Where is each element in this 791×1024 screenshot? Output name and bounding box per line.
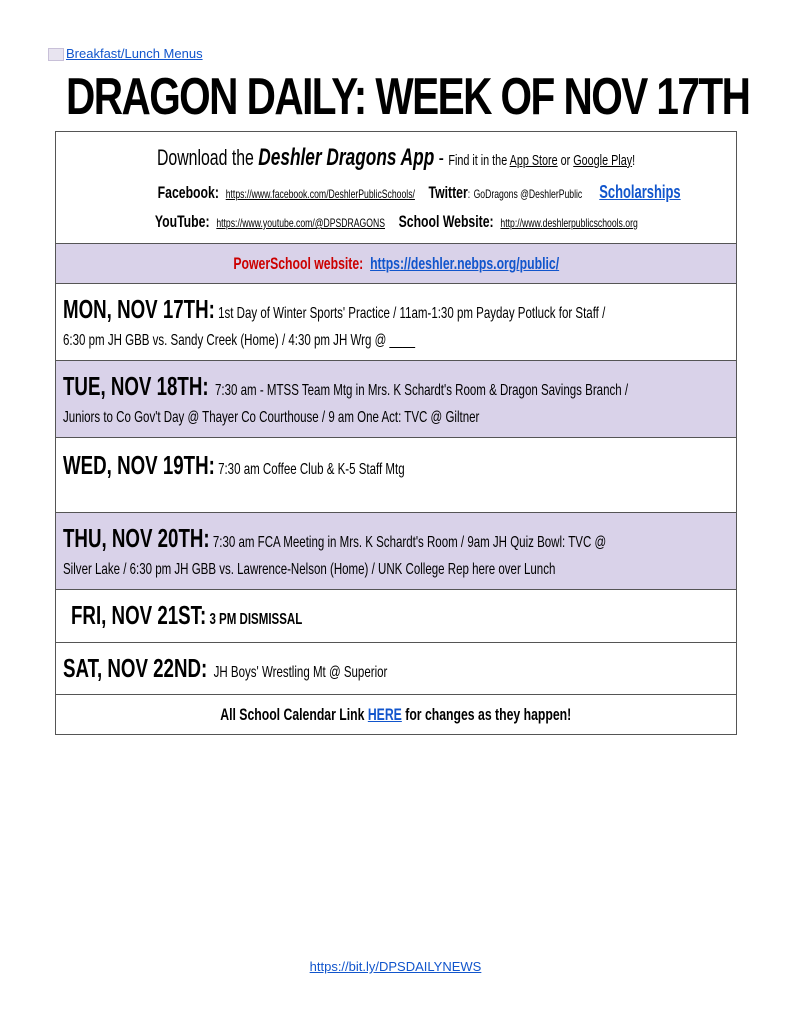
calendar-cell [56,695,737,735]
footer-link[interactable]: https://bit.ly/DPSDAILYNEWS [309,959,482,974]
youtube-label: YouTube [154,212,206,231]
day-events-line2: 6:30 pm JH GBB vs. Sandy Creek (Home) / 4:30 pm JH Wrg @ ____ [63,332,416,349]
day-events-line1: 3 PM DISMISSAL [209,611,303,628]
or-text: or [557,152,574,169]
day-events-line1: 1st Day of Winter Sports' Practice / 11am-1:30 pm Payday Potluck for Staff / [218,305,606,322]
day-events-line1: 7:30 am Coffee Club & K-5 Staff Mtg [218,461,405,478]
calendar-prefix: All School Calendar Link [220,704,369,724]
day-events-line1: JH Boys' Wrestling Mt @ Superior [213,664,388,681]
powerschool-label: PowerSchool website: [233,253,364,273]
day-events-line1: 7:30 am FCA Meeting in Mrs. K Schardt's Room / 9am JH Quiz Bowl: TVC @ [212,534,607,551]
day-name: TUE, NOV 18TH: [63,371,209,401]
day-name: SAT, NOV 22ND: [63,653,208,683]
day-name: WED, NOV 19TH: [63,450,215,480]
page-title: DRAGON DAILY: WEEK OF NOV 17TH [66,68,750,126]
day-row-wednesday [56,438,737,513]
day-events-line2: Juniors to Co Gov't Day @ Thayer Co Courthouse / 9 am One Act: TVC @ Giltner [63,409,480,426]
calendar-suffix: for changes as they happen! [402,704,572,724]
twitter-handle: GoDragons @DeshlerPublic [473,187,583,201]
day-name: THU, NOV 20TH: [63,523,210,553]
app-line [56,144,736,172]
twitter-label: Twitter [428,183,468,202]
social-line: Facebook: https://www.facebook.com/DeshlerPublicSchools/ Twitter: GoDragons @DeshlerPublic Scholarships [157,182,681,202]
facebook-label: Facebook [157,183,215,202]
day-row-saturday [56,643,737,695]
day-name: MON, NOV 17TH: [63,294,215,324]
day-row-tuesday [56,361,737,438]
bang-text: ! [632,152,636,169]
facebook-link[interactable]: https://www.facebook.com/DeshlerPublicSchools/ [225,187,415,201]
youtube-link[interactable]: https://www.youtube.com/@DPSDRAGONS [215,216,385,230]
breakfast-lunch-link-wrap [48,46,203,61]
dash-text: - [434,145,449,170]
footer [0,959,791,974]
google-play-link[interactable]: Google Play [573,152,633,169]
scholarships-link[interactable]: Scholarships [599,182,681,202]
news-table [55,131,737,735]
app-store-link[interactable]: App Store [509,152,558,169]
school-website-link[interactable]: http://www.deshlerpublicschools.org [500,216,638,230]
day-row-monday [56,284,737,361]
day-row-thursday [56,513,737,590]
broken-image-icon [48,48,64,61]
breakfast-lunch-menus-link[interactable]: Breakfast/Lunch Menus [66,46,203,61]
day-name: FRI, NOV 21ST: [71,600,207,630]
youtube-website-line: YouTube: https://www.youtube.com/@DPSDRAGONS School Website: http://www.deshlerpublicschools.org [154,212,638,231]
calendar-here-link[interactable]: HERE [368,704,403,724]
website-label: School Website [398,212,490,231]
day-events-line2: Silver Lake / 6:30 pm JH GBB vs. Lawrence-Nelson (Home) / UNK College Rep here over Lunch [63,561,556,578]
download-text: Download the [156,145,259,170]
powerschool-cell [56,244,737,284]
day-row-friday [56,590,737,643]
header-cell [56,132,737,244]
app-name: Deshler Dragons App [258,144,435,171]
find-text: Find it in the [448,152,510,169]
day-events-line1: 7:30 am - MTSS Team Mtg in Mrs. K Schardt's Room & Dragon Savings Branch / [215,382,629,399]
powerschool-link[interactable]: https://deshler.nebps.org/public/ [369,253,559,273]
